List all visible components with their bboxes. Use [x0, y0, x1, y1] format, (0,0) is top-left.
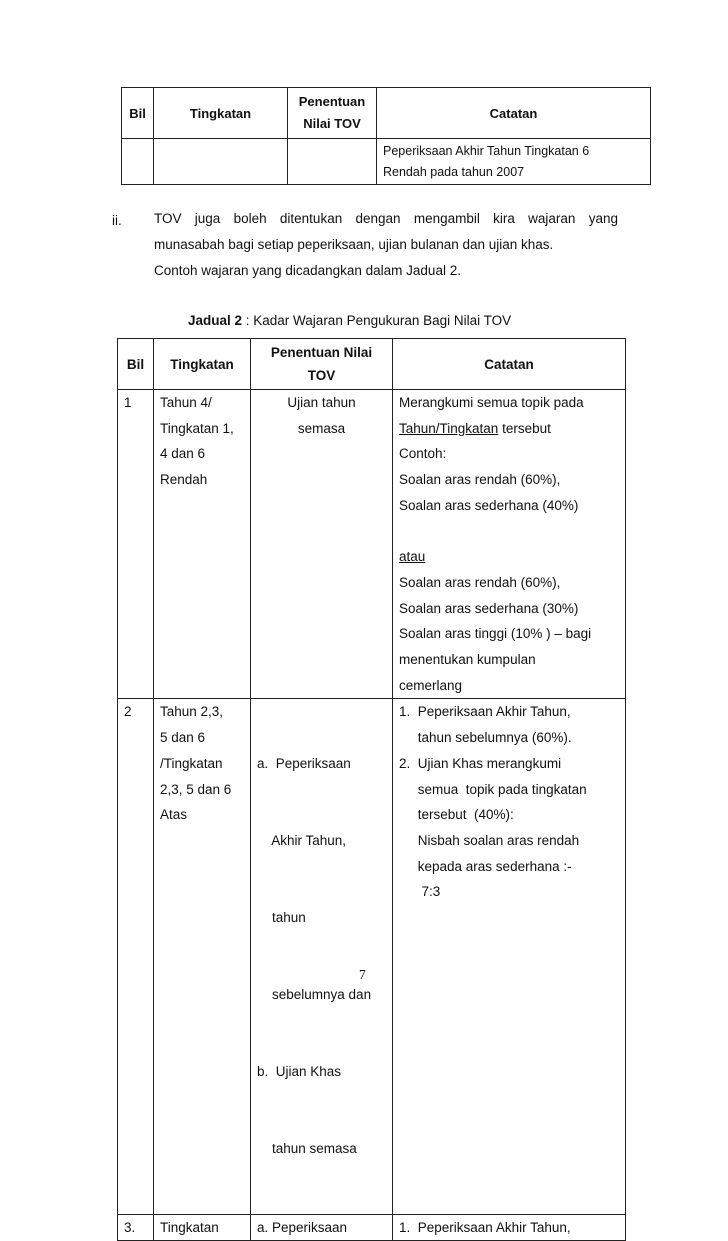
cell-line: a. Peperiksaan — [257, 755, 351, 771]
page-number: 7 — [359, 967, 366, 982]
list-numeral: ii. — [112, 213, 122, 228]
table-2-row-2-tingkatan — [154, 699, 251, 1214]
table-2-row-1-catatan — [393, 390, 626, 699]
table-1 — [121, 87, 651, 185]
table-2-header-penentuan-l2: TOV — [307, 368, 336, 383]
cell-line: kepada aras sederhana :- — [399, 858, 572, 874]
cell-line: 1. Peperiksaan Akhir Tahun, — [399, 704, 571, 720]
cell-line: sebelumnya dan — [257, 987, 372, 1003]
table-caption-label: Jadual 2 — [188, 313, 243, 328]
cell-line: Akhir Tahun, — [257, 832, 347, 848]
table-2-header-penentuan-l1: Penentuan Nilai — [270, 345, 373, 360]
table-2-row-1-tingkatan — [154, 390, 251, 699]
cell-line: Atas — [160, 807, 188, 823]
table-2-row-1-bil: 1 — [118, 390, 154, 699]
table-2-row-1-penentuan — [251, 390, 393, 699]
cell-line: Soalan aras rendah (60%), — [399, 472, 561, 488]
paragraph-line-1: TOV juga boleh ditentukan dengan mengambil kira wajaran yang — [154, 211, 618, 226]
table-2-header-bil: Bil — [118, 339, 154, 390]
table-row — [118, 390, 626, 699]
table-2-row-3-bil: 3. — [118, 1214, 154, 1241]
cell-line: 4 dan 6 — [160, 446, 206, 462]
table-1-cell-penentuan — [288, 139, 377, 185]
cell-line: /Tingkatan — [160, 755, 223, 771]
cell-line: menentukan kumpulan — [399, 652, 536, 668]
cell-line: Soalan aras tinggi (10% ) – bagi — [399, 626, 592, 642]
cell-line: Soalan aras sederhana (40%) — [399, 497, 579, 513]
cell-line: tersebut (40%): — [399, 807, 514, 823]
table-1-catatan-line: Peperiksaan Akhir Tahun Tingkatan 6 — [383, 144, 590, 158]
cell-line: atau — [399, 549, 426, 565]
table-row — [122, 139, 651, 185]
table-row — [118, 1214, 626, 1241]
table-2-row-2-penentuan — [251, 699, 393, 1214]
cell-line: semasa — [297, 420, 346, 436]
paragraph-line-2: munasabah bagi setiap peperiksaan, ujian bulanan dan ujian khas. — [154, 237, 554, 252]
table-1-header-tingkatan: Tingkatan — [154, 88, 288, 139]
cell-line: 5 dan 6 — [160, 730, 206, 746]
underlined-text: Tahun/Tingkatan — [399, 420, 499, 436]
cell-line: 2. Ujian Khas merangkumi — [399, 755, 562, 771]
table-1-cell-catatan — [377, 139, 651, 185]
table-1-header-row — [122, 88, 651, 139]
paragraph-line-3: Contoh wajaran yang dicadangkan dalam Jadual 2. — [154, 263, 461, 278]
cell-line: tahun sebelumnya (60%). — [399, 730, 572, 746]
table-1-header-penentuan-l1: Penentuan — [298, 94, 366, 109]
table-caption-text: : Kadar Wajaran Pengukuran Bagi Nilai TOV — [242, 313, 512, 328]
cell-line: Tingkatan 1, — [160, 420, 234, 436]
cell-line: Soalan aras sederhana (30%) — [399, 600, 579, 616]
table-2-row-2-bil: 2 — [118, 699, 154, 1214]
table-2-header-penentuan — [251, 339, 393, 390]
table-caption — [188, 313, 511, 328]
table-2-row-2-catatan — [393, 699, 626, 1214]
table-2-header-row — [118, 339, 626, 390]
table-1-header-bil: Bil — [122, 88, 154, 139]
cell-line: Nisbah soalan aras rendah — [399, 832, 580, 848]
blank-line — [399, 519, 619, 545]
table-2-header-catatan: Catatan — [393, 339, 626, 390]
cell-line: Contoh: — [399, 446, 447, 462]
cell-line: cemerlang — [399, 677, 463, 693]
cell-line: tahun — [257, 910, 306, 926]
cell-text: tersebut — [498, 420, 551, 436]
table-1-header-catatan: Catatan — [377, 88, 651, 139]
table-1-catatan-line: Rendah pada tahun 2007 — [383, 165, 525, 179]
table-1-header-penentuan-l2: Nilai TOV — [303, 116, 361, 131]
cell-line: semua topik pada tingkatan — [399, 781, 587, 797]
cell-line: Tahun 2,3, — [160, 704, 224, 720]
table-2 — [117, 338, 626, 1241]
table-1-cell-tingkatan — [154, 139, 288, 185]
cell-line: Ujian tahun — [287, 395, 356, 410]
table-1-cell-bil — [122, 139, 154, 185]
cell-line: 7:3 — [399, 884, 441, 900]
cell-line — [399, 416, 619, 442]
cell-line: b. Ujian Khas — [257, 1064, 342, 1080]
table-1-header-penentuan — [288, 88, 377, 139]
cell-line: Merangkumi semua topik pada — [399, 395, 584, 410]
table-2-row-3-tingkatan: Tingkatan — [154, 1214, 251, 1241]
table-2-header-tingkatan: Tingkatan — [154, 339, 251, 390]
table-row — [118, 699, 626, 1214]
cell-line: Tahun 4/ — [160, 395, 212, 410]
cell-line: 2,3, 5 dan 6 — [160, 781, 232, 797]
table-2-row-3-penentuan: a. Peperiksaan — [251, 1214, 393, 1241]
cell-line: Rendah — [160, 472, 208, 488]
cell-line: Soalan aras rendah (60%), — [399, 574, 561, 590]
cell-line: tahun semasa — [257, 1141, 357, 1157]
table-2-row-3-catatan: 1. Peperiksaan Akhir Tahun, — [393, 1214, 626, 1241]
